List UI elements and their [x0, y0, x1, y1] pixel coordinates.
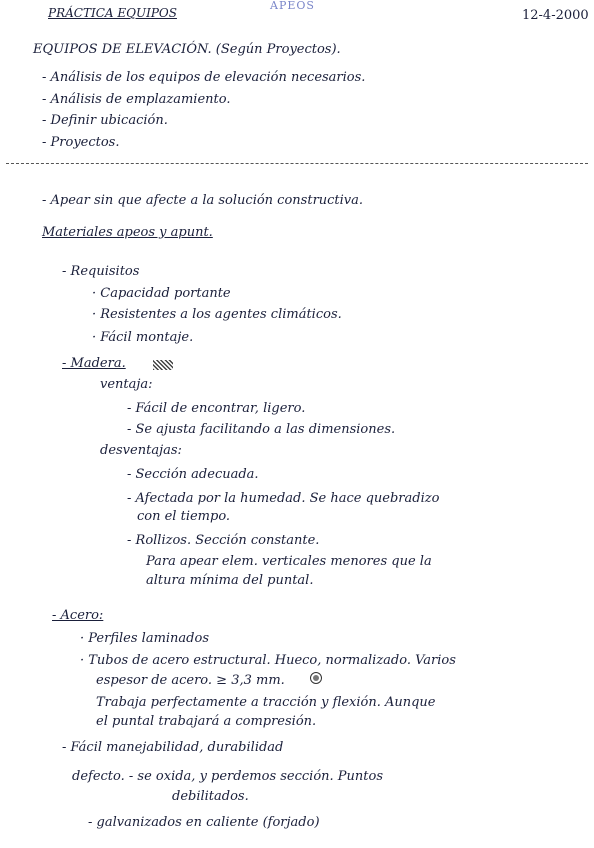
apeos-stamp: APEOS	[270, 0, 315, 12]
note-line: espesor de acero. ≥ 3,3 mm.	[96, 673, 285, 688]
crossed-out-scribble	[153, 360, 173, 370]
note-line: altura mínima del puntal.	[146, 573, 314, 588]
note-line: Para apear elem. verticales menores que la	[146, 554, 432, 569]
header-date: 12-4-2000	[522, 8, 589, 23]
note-line: ventaja:	[100, 377, 153, 392]
dashed-divider	[6, 163, 588, 164]
note-line: · Tubos de acero estructural. Hueco, normalizado. Varios	[80, 653, 456, 668]
note-line: - Análisis de emplazamiento.	[42, 92, 231, 107]
circled-mark-icon	[310, 672, 322, 684]
subsection-heading: Materiales apeos y apunt.	[42, 225, 213, 240]
note-line: - Proyectos.	[42, 135, 120, 150]
note-line: - galvanizados en caliente (forjado)	[88, 815, 320, 830]
note-line: · Resistentes a los agentes climáticos.	[92, 307, 342, 322]
note-line: desventajas:	[100, 443, 182, 458]
note-line: - Fácil manejabilidad, durabilidad	[62, 740, 284, 755]
note-line: debilitados.	[172, 789, 249, 804]
note-line: - Sección adecuada.	[127, 467, 259, 482]
header-title: PRÁCTICA EQUIPOS	[48, 6, 177, 20]
note-line: · Capacidad portante	[92, 286, 231, 301]
note-line: - Apear sin que afecte a la solución constructiva.	[42, 193, 364, 208]
note-line: - Afectada por la humedad. Se hace quebradizo	[127, 491, 440, 506]
note-line: - Rollizos. Sección constante.	[127, 533, 320, 548]
note-line: · Perfiles laminados	[80, 631, 209, 646]
note-line: defecto. - se oxida, y perdemos sección. Puntos	[72, 769, 384, 784]
note-line: con el tiempo.	[137, 509, 231, 524]
note-line: - Análisis de los equipos de elevación necesarios.	[42, 70, 366, 85]
madera-heading: - Madera.	[62, 356, 126, 371]
note-line: - Definir ubicación.	[42, 113, 168, 128]
note-line: - Se ajusta facilitando a las dimensiones.	[127, 422, 396, 437]
note-line: Trabaja perfectamente a tracción y flexión. Aunque	[96, 695, 436, 710]
note-line: el puntal trabajará a compresión.	[96, 714, 317, 729]
section-title: EQUIPOS DE ELEVACIÓN. (Según Proyectos).	[33, 42, 341, 57]
note-line: - Fácil de encontrar, ligero.	[127, 401, 306, 416]
note-line: - Requisitos	[62, 264, 140, 279]
note-line: · Fácil montaje.	[92, 330, 194, 345]
acero-heading: - Acero:	[52, 608, 104, 623]
